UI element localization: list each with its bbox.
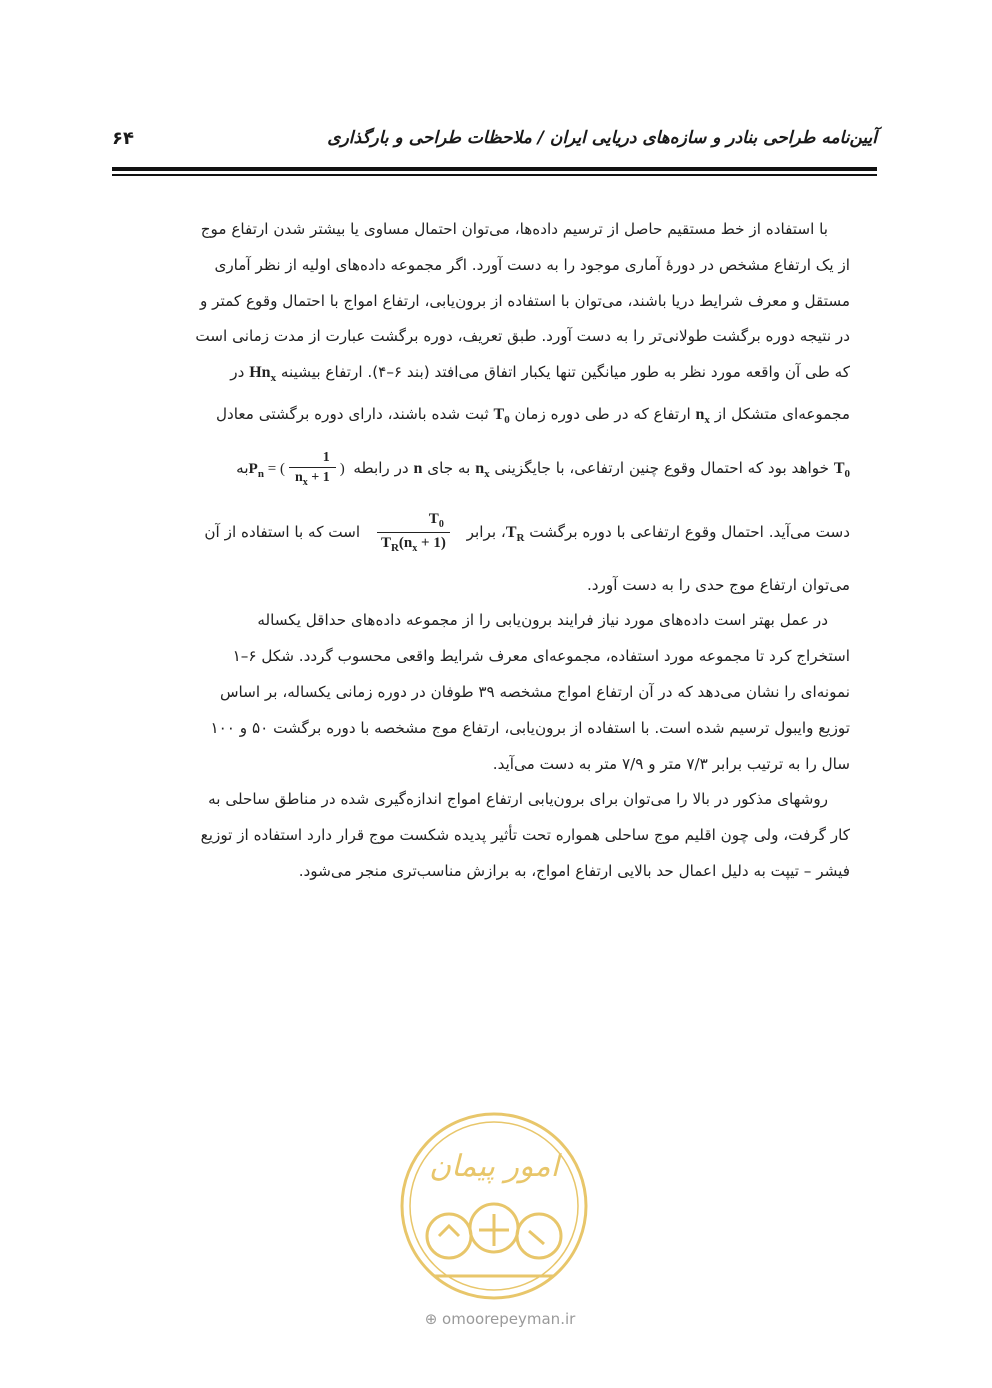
p1-text-7a: خواهد بود که احتمال وقوع چنین ارتفاعی، با جایگزینی <box>494 459 829 478</box>
globe-icon: ⊕ <box>424 1310 438 1328</box>
symbol-t0-b: $T_0$ <box>833 460 850 481</box>
p1-text-5a: که طی آن واقعه مورد نظر به طور میانگین تنها یکبار اتفاق می‌افتد (بند ۶–۴). ارتفاع بیشینه <box>280 363 850 382</box>
p3-line-1 <box>118 782 850 818</box>
p1-line-8 <box>118 503 850 567</box>
p1-line-4: در نتیجه دوره برگشت طولانی‌تر را به دست آورد. طبق تعریف، دوره برگشت عبارت از مدت زمانی است <box>195 327 850 346</box>
paragraph-3 <box>118 782 850 889</box>
p1-text-6c: ثبت شده باشند، دارای دوره برگشتی معادل <box>215 405 489 424</box>
fraction-t0-over-tr: $\frac{T_0}{T_R(n_x + 1)}$ <box>377 512 450 554</box>
p2-line-3: نمونه‌ای را نشان می‌دهد که در آن ارتفاع امواج مشخصه ۳۹ طوفان در دوره زمانی یکساله، بر اساس <box>219 682 850 701</box>
p3-text-1: روشهای مذکور در بالا را می‌توان برای برون‌یابی ارتفاع امواج اندازه‌گیری شده در مناطق ساحلی به <box>208 790 828 809</box>
p1-text-7b: به جای <box>427 459 471 478</box>
page-header <box>112 122 877 162</box>
p1-line-6 <box>118 397 850 439</box>
logo-text: امور پیمان <box>429 1149 559 1184</box>
p1-text-8b: ، برابر <box>466 523 506 542</box>
p3-line-2: کار گرفت، ولی چون اقلیم موج ساحلی همواره تحت تأثیر پدیده شکست موج قرار دارد استفاده از توزیع <box>200 826 850 845</box>
p2-text-1: در عمل بهتر است داده‌های مورد نیاز فرایند برون‌یابی را از مجموعه داده‌های حداقل یکساله <box>257 611 828 630</box>
p1-text-7d: به <box>236 459 249 478</box>
symbol-nx-b: $n_x$ <box>475 460 490 481</box>
p1-text-8a: دست می‌آید. احتمال وقوع ارتفاعی با دوره برگشت <box>529 523 850 542</box>
omoorepeyman-logo <box>394 1106 594 1306</box>
p1-line-3: مستقل و معرف شرایط دریا باشند، می‌توان با استفاده از برون‌یابی، ارتفاع امواج با احتمال وقوع کمتر و <box>199 291 850 310</box>
p2-line-4: توزیع وایبول ترسیم شده است. با استفاده از برون‌یابی، ارتفاع موج مشخصه با دوره برگشت ۵۰ و ۱۰۰ <box>210 718 850 737</box>
p1-line-5 <box>118 355 850 397</box>
p2-line-1 <box>118 603 850 639</box>
header-rule-thick <box>112 167 877 171</box>
symbol-n: n <box>413 460 423 478</box>
p1-line-9: می‌توان ارتفاع موج حدی را به دست آورد. <box>586 575 850 594</box>
p1-text-1: با استفاده از خط مستقیم حاصل از ترسیم داده‌ها، می‌توان احتمال مساوی یا بیشتر شدن ارتفاع موج <box>200 220 828 238</box>
p1-text-8c: است که با استفاده از آن <box>204 523 361 542</box>
running-title: آیین‌نامه طراحی بنادر و سازه‌های دریایی ایران / ملاحظات طراحی و بارگذاری <box>327 128 877 148</box>
p2-line-2: استخراج کرد تا مجموعه مورد استفاده، مجموعه‌ای معرف شرایط واقعی محسوب گردد. شکل ۶–۱ <box>232 647 850 666</box>
header-rule-thin <box>112 174 877 176</box>
page-number: ۶۴ <box>112 128 134 149</box>
paragraph-2 <box>118 603 850 782</box>
p3-line-3: فیشر – تیپت به دلیل اعمال حد بالایی ارتفاع امواج، به برازش مناسب‌تری منجر می‌شود. <box>298 861 850 880</box>
p1-line-1 <box>118 212 850 248</box>
p1-line-2: از یک ارتفاع مشخص در دورهٔ آماری موجود را به دست آورد. اگر مجموعه داده‌های اولیه از نظر آماری <box>214 255 850 274</box>
p1-line-7 <box>118 439 850 503</box>
p1-text-6a: مجموعه‌ای متشکل از <box>714 405 850 424</box>
formula-pn: $P_n$ = ( $\frac{1}{n_x + 1}$ ) <box>248 450 345 489</box>
symbol-nx: $n_x$ <box>695 406 710 427</box>
symbol-tr: $T_R$ <box>505 524 525 545</box>
p1-text-5b: در <box>230 363 245 382</box>
body-text <box>118 212 850 890</box>
paragraph-1 <box>118 212 850 603</box>
p2-line-5: سال را به ترتیب برابر ۷/۳ متر و ۷/۹ متر به دست می‌آید. <box>492 754 850 773</box>
symbol-t0: $T_0$ <box>493 406 510 427</box>
fraction-1-over-nx1: $\frac{1}{n_x + 1}$ <box>289 451 336 488</box>
watermark-url: ⊕ omoorepeyman.ir <box>424 1310 576 1328</box>
symbol-hnx: $Hn_x$ <box>249 364 277 385</box>
p1-text-7c: در رابطه <box>353 459 409 478</box>
p1-text-6b: ارتفاع که در طی دوره زمان <box>514 405 691 424</box>
